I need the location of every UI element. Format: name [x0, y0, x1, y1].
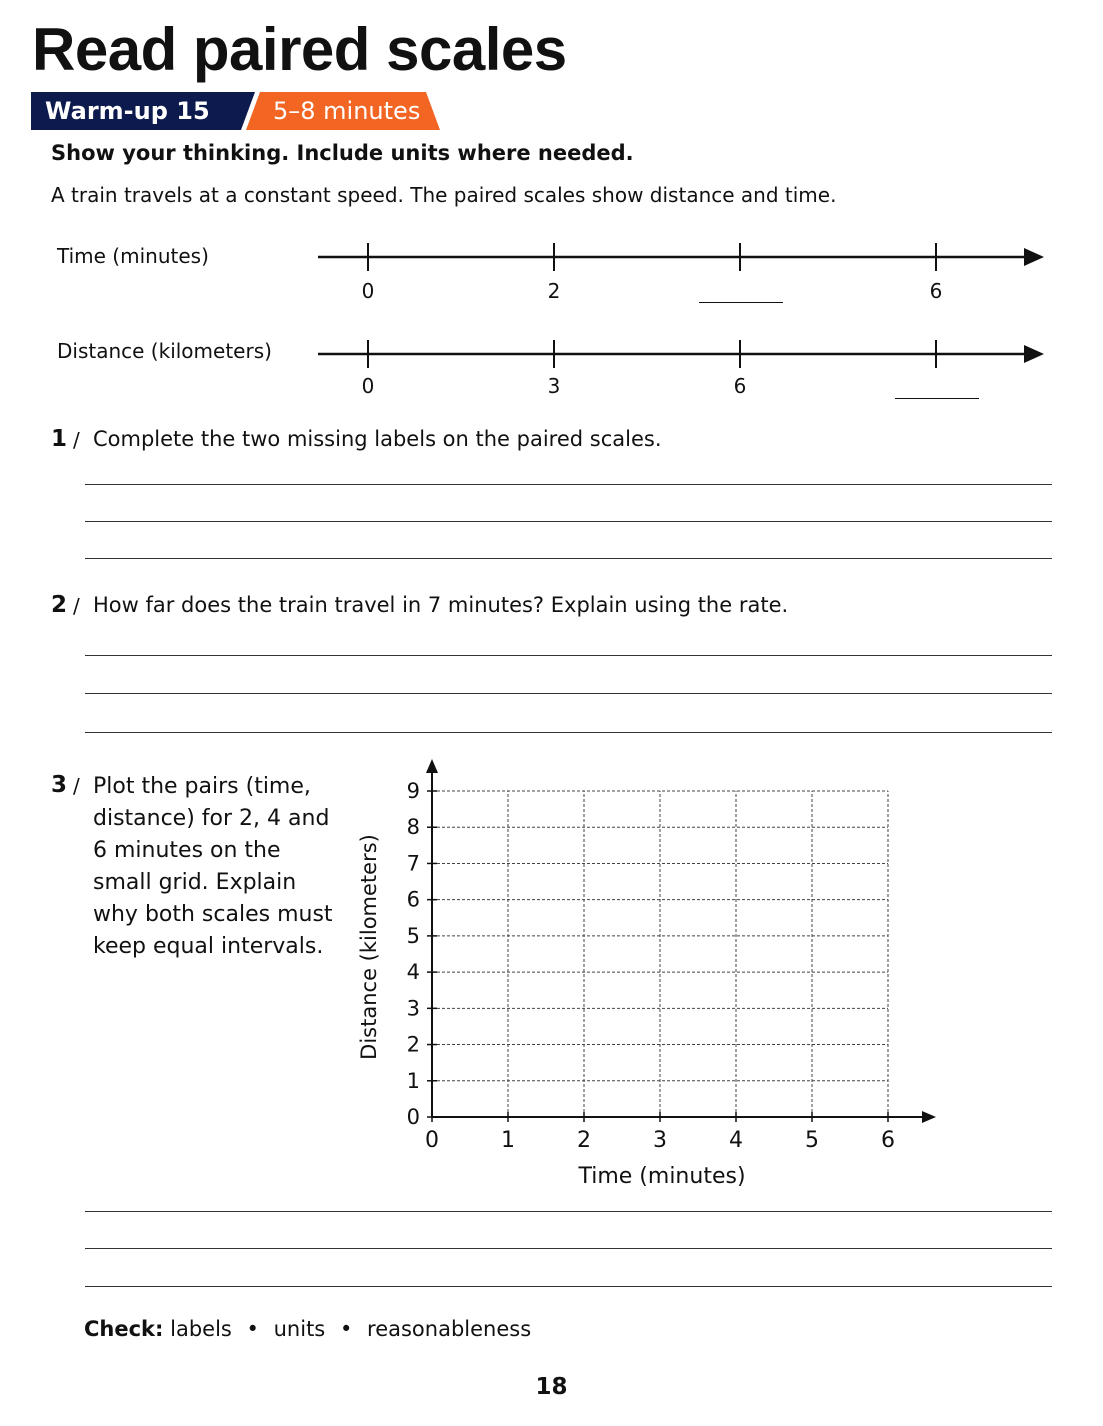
- answer-line[interactable]: [85, 732, 1052, 733]
- check-label: Check:: [84, 1317, 164, 1341]
- check-item: labels: [170, 1317, 232, 1341]
- y-axis-arrowhead: [426, 759, 438, 773]
- answer-line[interactable]: [85, 484, 1052, 485]
- question-slash: /: [73, 594, 80, 618]
- question-number: 3: [51, 772, 68, 798]
- question-text: Plot the pairs (time, distance) for 2, 4 and 6 minutes on the small grid. Explain why both scales must keep equal intervals.: [93, 774, 333, 959]
- distance-tick-label: 0: [361, 374, 375, 398]
- answer-line[interactable]: [85, 655, 1052, 656]
- x-tick-label: 5: [805, 1128, 819, 1153]
- distance-tick-label: 3: [547, 374, 561, 398]
- answer-line[interactable]: [85, 558, 1052, 559]
- time-tick-label: 0: [361, 279, 375, 303]
- question-number: 2: [51, 592, 68, 618]
- x-tick-label: 3: [653, 1128, 667, 1153]
- paired-scales-svg: [0, 0, 1103, 420]
- check-row: [84, 1317, 531, 1341]
- answer-line[interactable]: [85, 521, 1052, 522]
- answer-line[interactable]: [85, 1286, 1052, 1287]
- y-tick-label: 6: [406, 887, 420, 912]
- warmup-label: Warm-up 15: [45, 97, 210, 125]
- y-tick-label: 2: [406, 1032, 420, 1057]
- page-title: Read paired scales: [32, 16, 567, 83]
- check-item: units: [273, 1317, 326, 1341]
- x-tick-label: 4: [729, 1128, 743, 1153]
- answer-line[interactable]: [85, 1211, 1052, 1212]
- distance-tick-label: 6: [733, 374, 747, 398]
- y-tick-label: 0: [406, 1105, 420, 1129]
- duration-label: 5–8 minutes: [273, 97, 421, 125]
- question-text: Complete the two missing labels on the paired scales.: [93, 427, 662, 451]
- time-tick-label: 6: [929, 279, 943, 303]
- answer-line[interactable]: [85, 693, 1052, 694]
- question-text: How far does the train travel in 7 minutes? Explain using the rate.: [93, 593, 789, 617]
- x-axis-label: Time (minutes): [578, 1164, 746, 1189]
- check-separator: •: [339, 1317, 353, 1341]
- x-tick-label: 0: [425, 1128, 439, 1153]
- distance-answer-blank[interactable]: [895, 398, 979, 399]
- y-axis-label: Distance (kilometers): [357, 834, 381, 1060]
- distance-arrowhead: [1024, 345, 1044, 363]
- time-answer-blank[interactable]: [699, 302, 783, 303]
- y-tick-label: 1: [406, 1068, 420, 1093]
- answer-line[interactable]: [85, 1248, 1052, 1249]
- time-scale-label: Time (minutes): [57, 244, 209, 268]
- check-item: reasonableness: [367, 1317, 532, 1341]
- page-number: 18: [535, 1374, 568, 1400]
- time-arrowhead: [1024, 248, 1044, 266]
- y-tick-label: 4: [406, 960, 420, 985]
- x-axis-arrowhead: [922, 1111, 936, 1123]
- y-tick-label: 8: [406, 815, 420, 840]
- x-tick-label: 6: [881, 1128, 895, 1153]
- y-tick-label: 5: [406, 923, 420, 948]
- instructions: Show your thinking. Include units where needed.: [51, 141, 634, 165]
- plot-grid[interactable]: [340, 750, 960, 1200]
- question-slash: /: [73, 774, 80, 798]
- intro-text: A train travels at a constant speed. The paired scales show distance and time.: [51, 183, 837, 207]
- question-slash: /: [73, 428, 80, 452]
- y-tick-label: 3: [406, 996, 420, 1021]
- question-number: 1: [51, 426, 68, 452]
- y-tick-label: 9: [406, 779, 420, 803]
- y-tick-label: 7: [406, 851, 420, 876]
- time-tick-label: 2: [547, 279, 561, 303]
- x-tick-label: 2: [577, 1128, 591, 1153]
- x-tick-label: 1: [501, 1128, 515, 1153]
- check-separator: •: [246, 1317, 259, 1341]
- distance-scale-label: Distance (kilometers): [57, 339, 272, 363]
